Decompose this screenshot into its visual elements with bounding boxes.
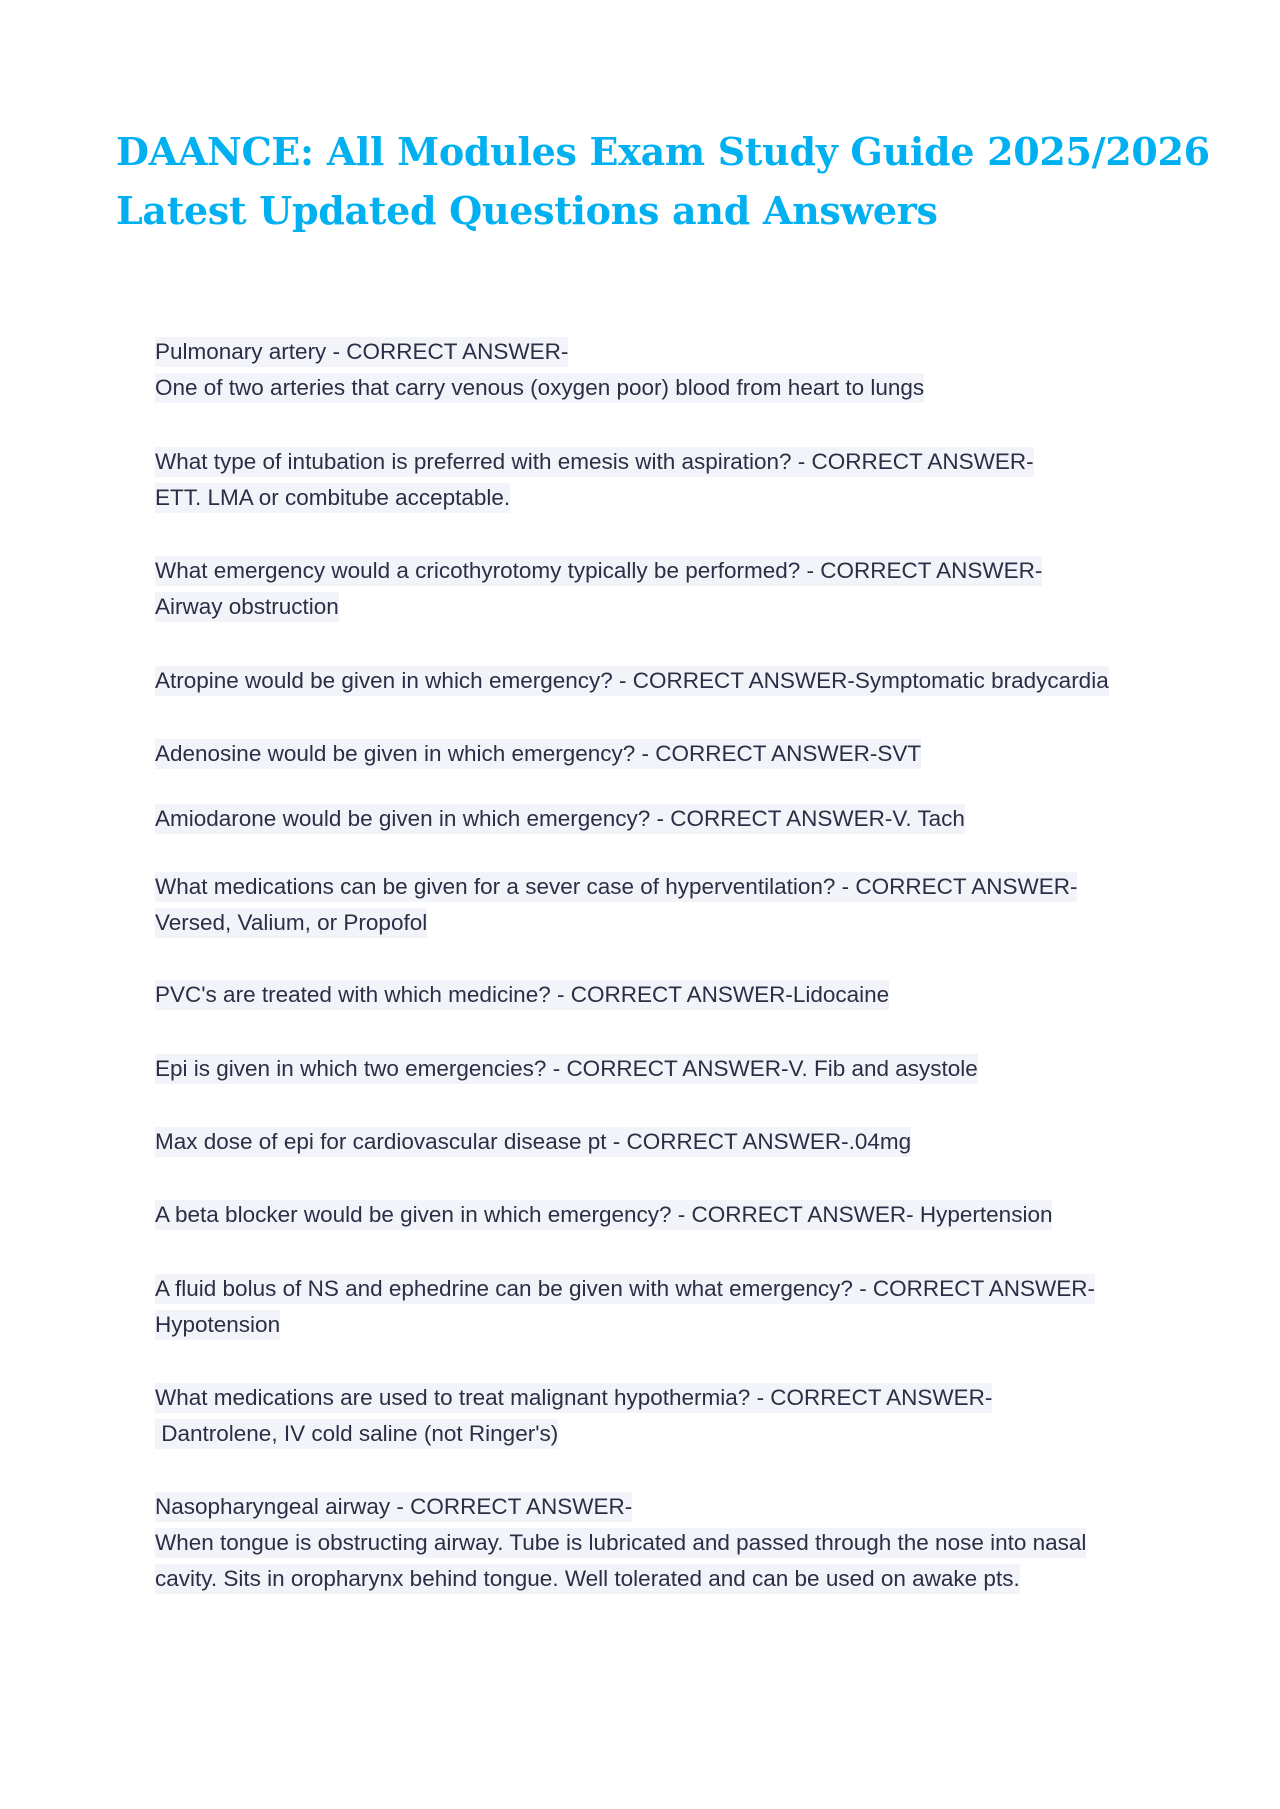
title-line-1: DAANCE: All Modules Exam Study Guide 2025/2026 [116, 129, 1210, 174]
question-line [155, 1124, 911, 1160]
text: Adenosine would be given in which emergency? - CORRECT ANSWER-SVT [155, 739, 921, 769]
qa-item [155, 1051, 978, 1087]
text: Max dose of epi for cardiovascular disease pt - CORRECT ANSWER-.04mg [155, 1127, 911, 1157]
question-line [155, 801, 965, 837]
answer-line [155, 1525, 1086, 1561]
answer-line [155, 480, 1034, 516]
text: What medications can be given for a sever case of hyperventilation? - CORRECT ANSWER- [155, 872, 1077, 902]
question-line [155, 334, 924, 370]
document-title [116, 122, 1216, 240]
question-line [155, 1380, 992, 1416]
question-line [155, 1197, 1052, 1233]
text: Epi is given in which two emergencies? - CORRECT ANSWER-V. Fib and asystole [155, 1054, 978, 1084]
question-line [155, 1051, 978, 1087]
qa-item [155, 1489, 1086, 1597]
text: PVC's are treated with which medicine? - CORRECT ANSWER-Lidocaine [155, 980, 889, 1010]
qa-item [155, 736, 921, 772]
question-line [155, 1271, 1095, 1307]
text: One of two arteries that carry venous (oxygen poor) blood from heart to lungs [155, 373, 924, 403]
text: A beta blocker would be given in which emergency? - CORRECT ANSWER- Hypertension [155, 1200, 1052, 1230]
text: Nasopharyngeal airway - CORRECT ANSWER- [155, 1492, 632, 1522]
text: When tongue is obstructing airway. Tube is lubricated and passed through the nose into nasal [155, 1528, 1086, 1558]
question-line [155, 1489, 1086, 1525]
qa-item [155, 1380, 992, 1452]
text: Airway obstruction [155, 592, 339, 622]
question-line [155, 736, 921, 772]
qa-item [155, 801, 965, 837]
qa-item [155, 334, 924, 406]
answer-line [155, 905, 1077, 941]
text: What medications are used to treat malignant hypothermia? - CORRECT ANSWER- [155, 1383, 992, 1413]
answer-line [155, 370, 924, 406]
title-line-2: Latest Updated Questions and Answers [116, 188, 938, 233]
answer-line [155, 1416, 992, 1452]
text: Dantrolene, IV cold saline (not Ringer's) [155, 1419, 558, 1449]
qa-item [155, 663, 1109, 699]
text: ETT. LMA or combitube acceptable. [155, 483, 510, 513]
text: Atropine would be given in which emergency? - CORRECT ANSWER-Symptomatic bradycardia [155, 666, 1109, 696]
text: Versed, Valium, or Propofol [155, 908, 427, 938]
qa-item [155, 1271, 1095, 1343]
text: Pulmonary artery - CORRECT ANSWER- [155, 337, 568, 367]
text: A fluid bolus of NS and ephedrine can be given with what emergency? - CORRECT ANSWER- [155, 1274, 1095, 1304]
question-line [155, 663, 1109, 699]
text: Hypotension [155, 1310, 280, 1340]
text: What type of intubation is preferred with emesis with aspiration? - CORRECT ANSWER- [155, 447, 1034, 477]
answer-line [155, 589, 1042, 625]
text: What emergency would a cricothyrotomy typically be performed? - CORRECT ANSWER- [155, 556, 1042, 586]
qa-item [155, 869, 1077, 941]
qa-item [155, 444, 1034, 516]
text: Amiodarone would be given in which emergency? - CORRECT ANSWER-V. Tach [155, 804, 965, 834]
qa-item [155, 1124, 911, 1160]
qa-item [155, 977, 889, 1013]
question-line [155, 869, 1077, 905]
question-line [155, 553, 1042, 589]
qa-item [155, 1197, 1052, 1233]
answer-line [155, 1307, 1095, 1343]
text: cavity. Sits in oropharynx behind tongue. Well tolerated and can be used on awake pts. [155, 1564, 1020, 1594]
qa-item [155, 553, 1042, 625]
question-line [155, 977, 889, 1013]
question-line [155, 444, 1034, 480]
answer-line [155, 1561, 1086, 1597]
